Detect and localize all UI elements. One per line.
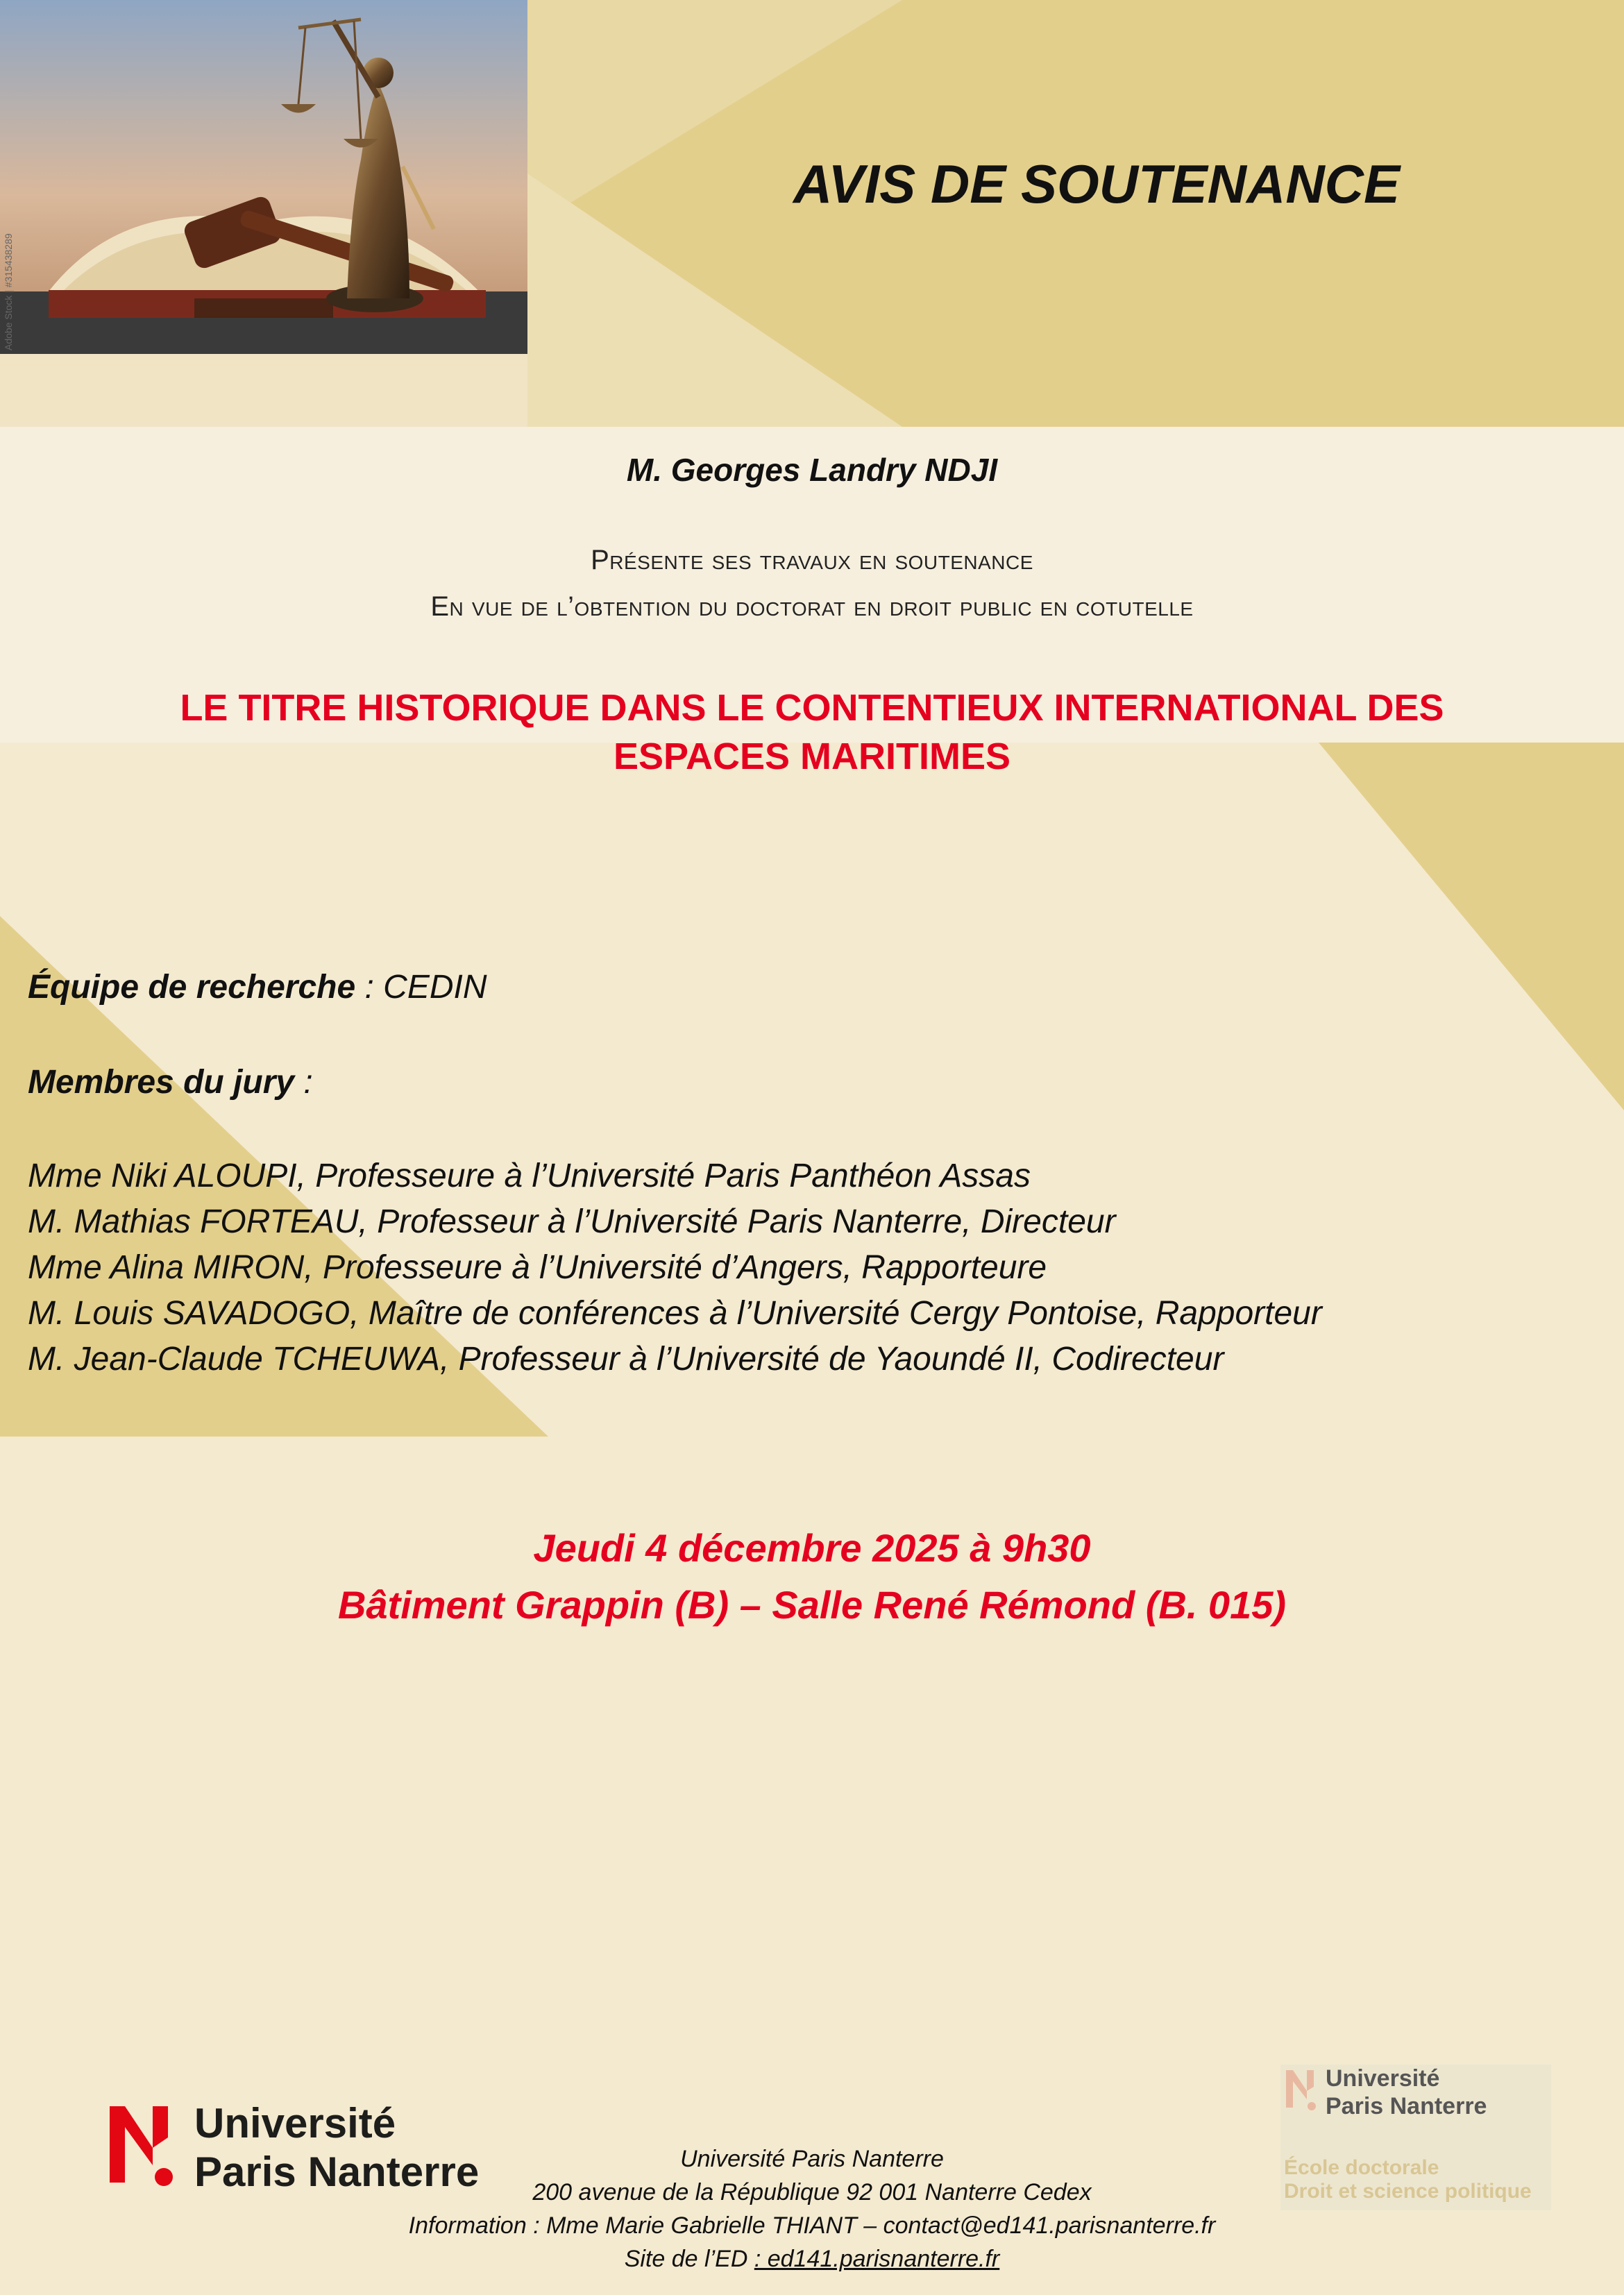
jury-member: M. Mathias FORTEAU, Professeur à l’Université Paris Nanterre, Directeur	[28, 1203, 1116, 1240]
event-location: Bâtiment Grappin (B) – Salle René Rémond (B. 015)	[337, 1583, 1287, 1627]
jury-heading-colon: :	[294, 1064, 313, 1101]
nanterre-mark-small-icon	[1283, 2067, 1325, 2123]
research-team-value: : CEDIN	[355, 969, 487, 1006]
thesis-title	[125, 684, 1499, 781]
jury-list	[28, 1153, 1322, 1382]
right-logo-sub-1: École doctorale	[1284, 2156, 1439, 2179]
logo-line-1: Université	[194, 2100, 396, 2146]
justice-photo	[0, 0, 527, 354]
intro-line-2: En vue de l’obtention du doctorat en droit public en cotutelle	[430, 591, 1194, 622]
research-team	[28, 968, 487, 1006]
thesis-title-line-1: LE TITRE HISTORIQUE DANS LE CONTENTIEUX INTERNATIONAL DES	[180, 687, 1444, 729]
research-team-label: Équipe de recherche	[28, 969, 356, 1006]
candidate-name: M. Georges Landry NDJI	[626, 452, 998, 488]
logo-line-2: Paris Nanterre	[194, 2149, 480, 2195]
jury-heading	[28, 1063, 313, 1101]
photo-credit: Adobe Stock | #315438289	[3, 233, 14, 350]
jury-member: M. Jean-Claude TCHEUWA, Professeur à l’Université de Yaoundé II, Codirecteur	[28, 1341, 1224, 1378]
right-logo-sub-2: Droit et science politique	[1284, 2180, 1532, 2203]
right-logo-line-1: Université	[1326, 2065, 1440, 2092]
footer-university: Université Paris Nanterre	[680, 2146, 944, 2172]
footer-address: 200 avenue de la République 92 001 Nanterre Cedex	[532, 2179, 1092, 2205]
footer-site	[0, 2246, 1624, 2273]
jury-member: Mme Niki ALOUPI, Professeure à l’Université Paris Panthéon Assas	[28, 1158, 1031, 1194]
footer-contact: Information : Mme Marie Gabrielle THIANT – contact@ed141.parisnanterre.fr	[408, 2212, 1216, 2239]
intro-line-1: Présente ses travaux en soutenance	[591, 545, 1033, 575]
thesis-title-line-2: ESPACES MARITIMES	[613, 736, 1011, 777]
jury-member: M. Louis SAVADOGO, Maître de conférences à l’Université Cergy Pontoise, Rapporteur	[28, 1295, 1322, 1332]
footer-site-label: Site de l’ED	[624, 2246, 754, 2272]
page-title: AVIS DE SOUTENANCE	[793, 153, 1400, 214]
event-date: Jeudi 4 décembre 2025 à 9h30	[533, 1526, 1091, 1570]
right-logo-line-2: Paris Nanterre	[1326, 2093, 1487, 2119]
jury-heading-label: Membres du jury	[28, 1064, 295, 1101]
jury-member: Mme Alina MIRON, Professeure à l’Université d’Angers, Rapporteure	[28, 1249, 1047, 1286]
footer-site-link[interactable]: : ed141.parisnanterre.fr	[754, 2246, 1000, 2272]
